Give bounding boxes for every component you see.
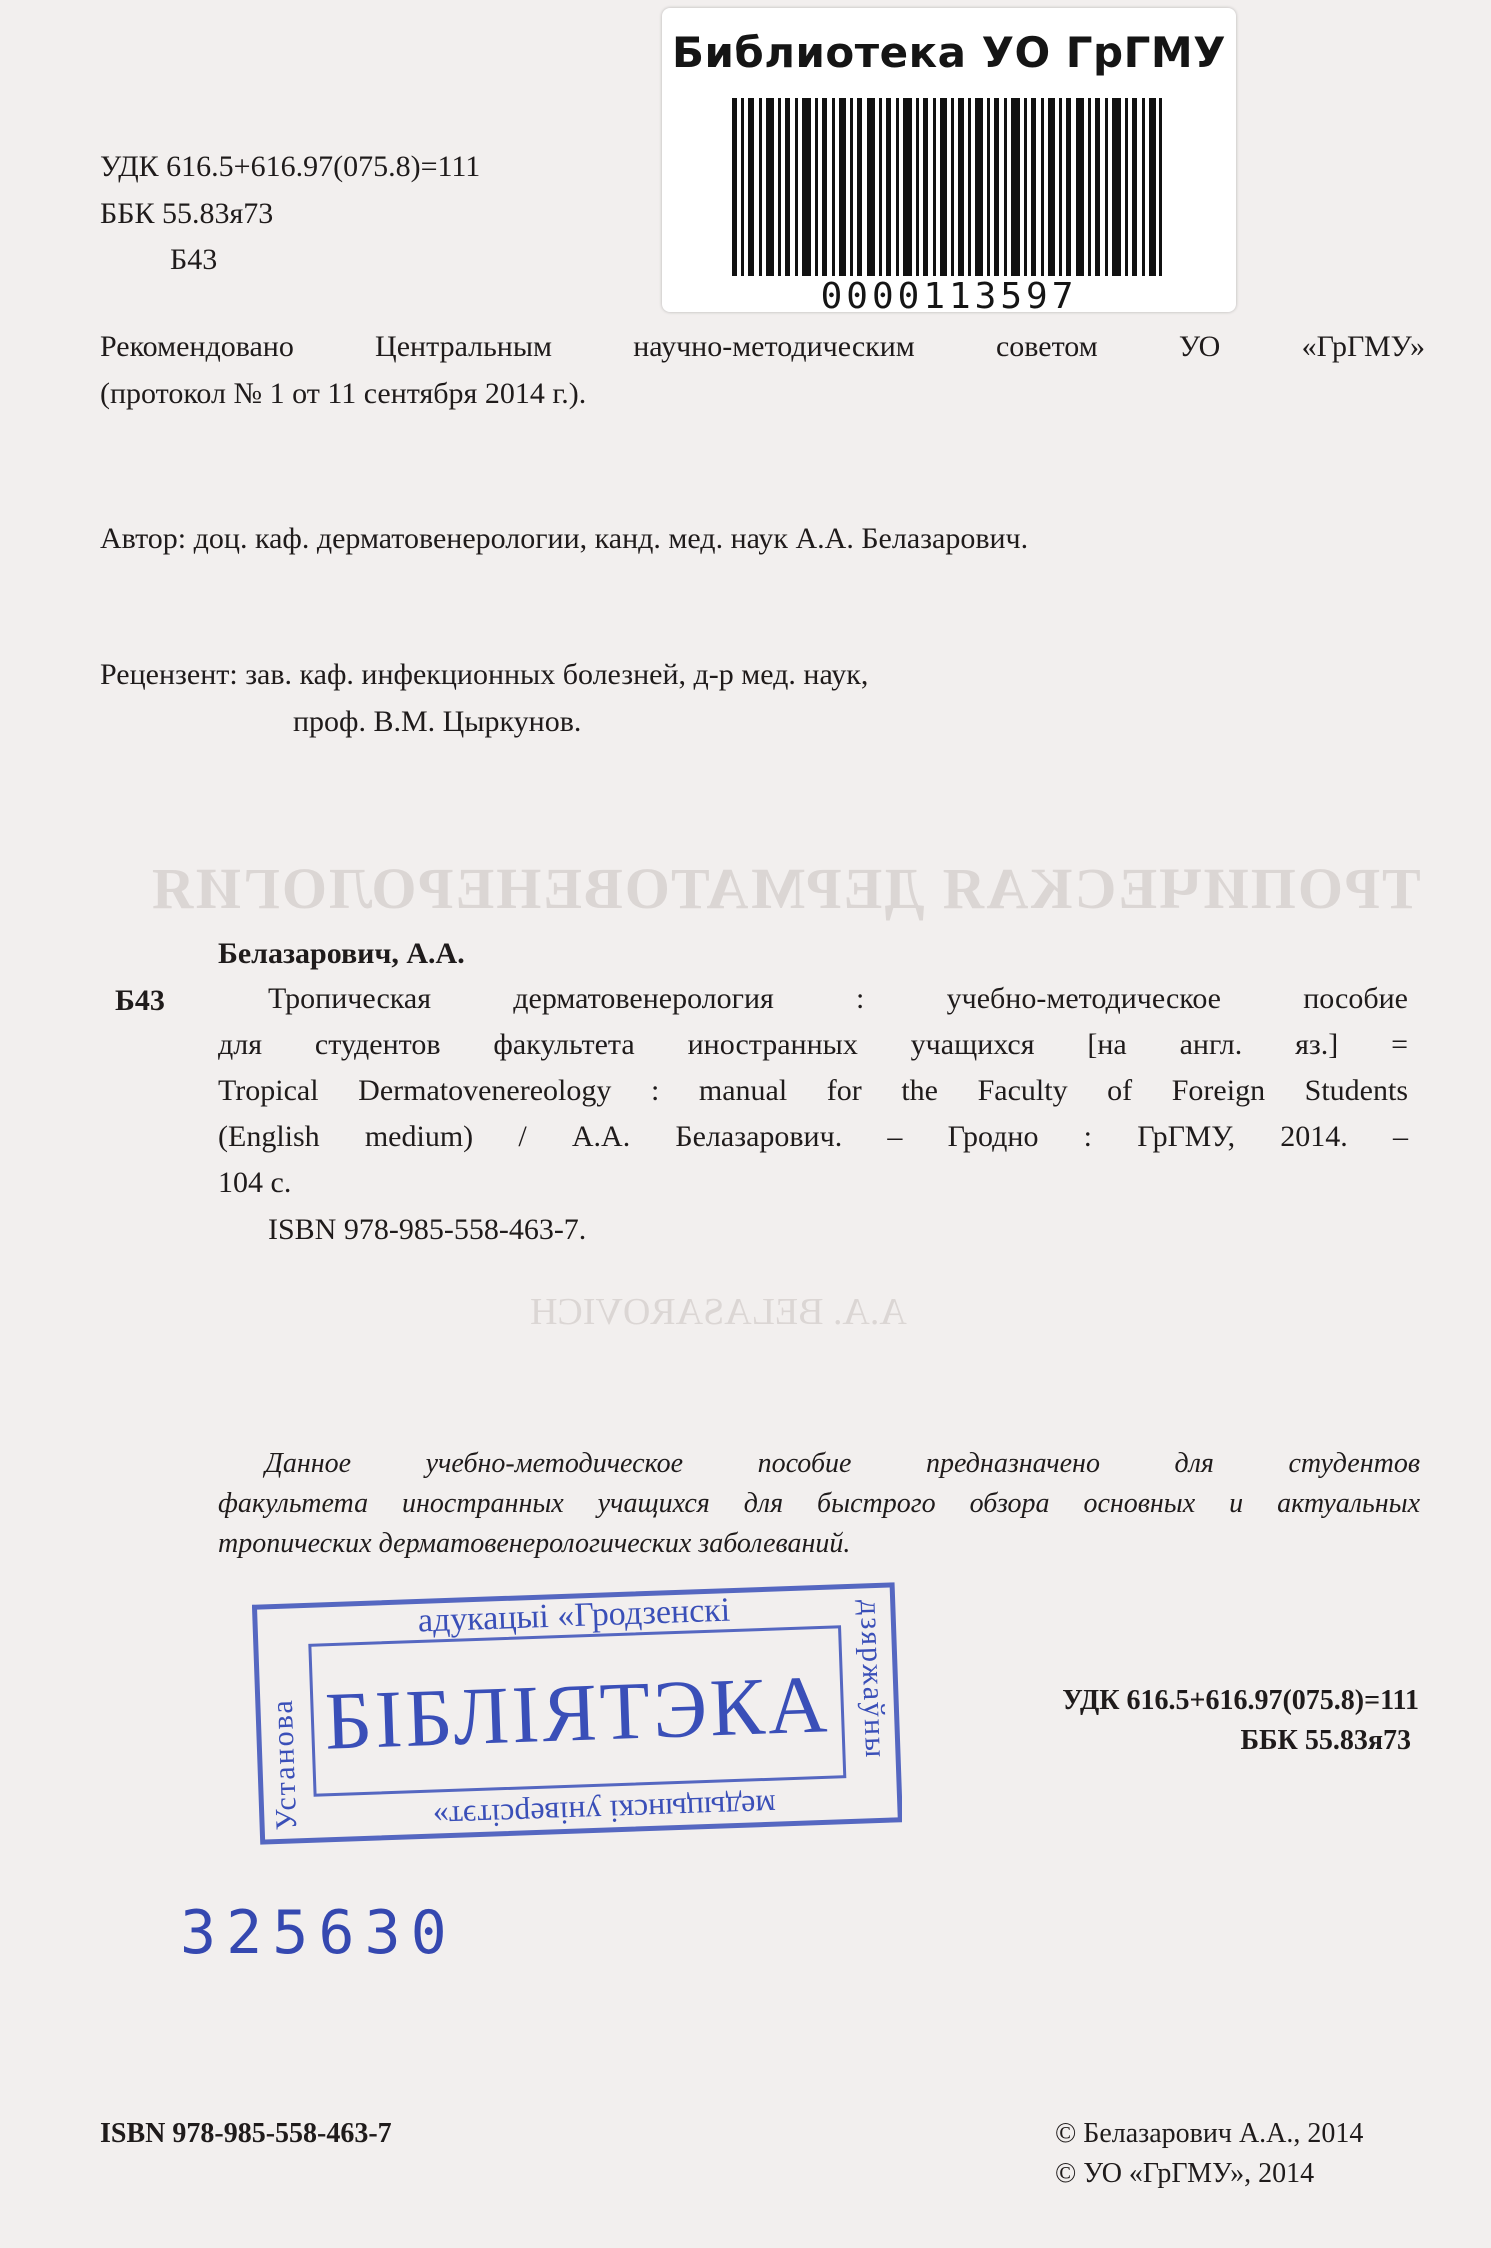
reviewer-line-2: проф. В.М. Цыркунов.: [293, 705, 582, 738]
author-line: Автор: доц. каф. дерматовенерологии, канд. мед. наук А.А. Белазарович.: [100, 522, 1029, 555]
library-barcode-sticker: [662, 8, 1236, 317]
stamp-bottom-text: медыцынскі універсітэт»: [432, 1788, 777, 1837]
copyright-university: © УО «ГрГМУ», 2014: [1055, 2158, 1315, 2189]
catalog-line-3: Tropical Dermatovenereology : manual for the Faculty of Foreign Students: [218, 1074, 1408, 1107]
bleed-through-author: A.A. BELASAROVICH: [530, 1291, 907, 1333]
catalog-line-4: (English medium) / А.А. Белазарович. – Гродно : ГрГМУ, 2014. –: [218, 1120, 1408, 1153]
barcode-image: [732, 98, 1162, 276]
stamp-left-text: Установа: [265, 1697, 304, 1831]
udk-code: УДК 616.5+616.97(075.8)=111: [100, 150, 481, 183]
catalog-mark: Б43: [115, 984, 165, 1017]
annotation-line-1: Данное учебно-методическое пособие предназначено для студентов: [265, 1448, 1420, 1479]
recommendation-line-1: Рекомендовано Центральным научно-методическим советом УО «ГрГМУ»: [100, 330, 1425, 363]
catalog-pages: 104 с.: [218, 1166, 292, 1199]
stamp-right-text: дзяржаўны: [853, 1599, 893, 1760]
catalog-line-2: для студентов факультета иностранных учащихся [на англ. яз.] =: [218, 1028, 1408, 1061]
recommendation-line-2: (протокол № 1 от 11 сентября 2014 г.).: [100, 377, 587, 410]
inventory-number: 325630: [180, 1898, 457, 1968]
catalog-line-1: Тропическая дерматовенерология : учебно-методическое пособие: [268, 982, 1408, 1015]
catalog-author-heading: Белазарович, А.А.: [218, 937, 465, 970]
catalog-isbn: ISBN 978-985-558-463-7.: [268, 1213, 587, 1246]
stamp-main-text: БІБЛІЯТЭКА: [323, 1658, 832, 1767]
library-label: Библиотека УО ГрГМУ: [671, 28, 1227, 77]
footer-bbk-code: ББК 55.83я73: [1240, 1725, 1411, 1756]
bleed-through-title: ТРОПИЧЕСКАЯ ДЕРМАТОВЕНЕРОЛОГИЯ: [150, 856, 1421, 921]
annotation-line-2: факультета иностранных учащихся для быстрого обзора основных и актуальных: [218, 1488, 1420, 1519]
stamp-top-text: адукацыі «Гродзенскі: [417, 1591, 731, 1640]
footer-isbn: ISBN 978-985-558-463-7: [100, 2118, 392, 2149]
footer-udk-code: УДК 616.5+616.97(075.8)=111: [1062, 1685, 1419, 1716]
annotation-line-3: тропических дерматовенерологических заболеваний.: [218, 1528, 851, 1559]
copyright-author: © Белазарович А.А., 2014: [1055, 2118, 1364, 2149]
bbk-code: ББК 55.83я73: [100, 197, 274, 230]
barcode-number: 0000113597: [820, 276, 1078, 317]
reviewer-line-1: Рецензент: зав. каф. инфекционных болезней, д-р мед. наук,: [100, 658, 869, 691]
author-mark: Б43: [170, 243, 218, 276]
library-stamp: [252, 1540, 902, 1865]
